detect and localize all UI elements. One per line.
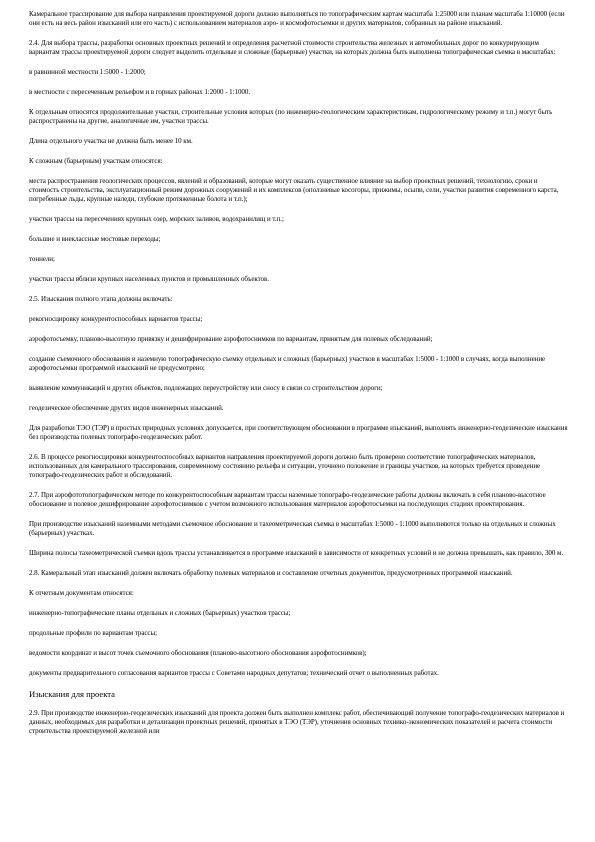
paragraph: Ширина полосы тахеометрической съемки вдоль трассы устанавливается в программе изысканий в зависимости от конкретных условий и не должна превышать, как правило, 300 м. [29,549,564,557]
paragraph: рекогносцировку конкурентоспособных вариантов трассы; [29,315,203,323]
paragraph: 2.6. В процессе рекогносцировки конкурентоспособных вариантов направления проектируемой дороги должно быть проверено соответствие топографических материалов, использованных для камерального трассирования, современному состоянию рельефа и ситуации, уточнено положение и границы участков, на которых требуется проведение топографо-геодезических работ и обследований. [29,453,541,479]
section-heading: Изыскания для проекта [29,689,115,699]
paragraph: 2.9. При производстве инженерно-геодезических изысканий для проекта должен быть выполнен комплекс работ, обеспечивающий получение топографо-геодезических материалов и данных, необходимых для разработки и детализации проектных решений, принятых в ТЭО (ТЭР), уточнения основных технико-экономических показателей и расчета стоимости строительства проектируемой железной или [29,709,565,735]
paragraph: Для разработки ТЭО (ТЭР) в простых природных условиях допускается, при соответствующем обосновании в программе изысканий, выполнять инженерно-геодезические изыскания без производства полевых топографо-геодезических работ. [29,424,568,441]
paragraph: 2.8. Камеральный этап изысканий должен включать обработку полевых материалов и составление отчетных документов, предусмотренных программой изысканий. [29,569,513,577]
paragraph: инженерно-топографические планы отдельных и сложных (барьерных) участков трассы; [29,609,291,617]
paragraph: К сложным (барьерным) участкам относятся: [29,157,163,165]
paragraph: в равнинной местности 1:5000 - 1:2000; [29,68,146,76]
paragraph: К отчетным документам относятся: [29,589,134,597]
paragraph: создание съемочного обоснования и наземную топографическую съемку отдельных и сложных (барьерных) участков в масштабах 1:5000 - 1:1000 в случаях, когда выполнение аэрофотосъемки программой изысканий не предусмотрено; [29,355,546,372]
paragraph: участки трассы на пересечениях крупных озер, морских заливов, водохранилищ и т.п.; [29,215,284,223]
paragraph: 2.4. Для выбора трассы, разработки основных проектных решений и определения расчетной стоимости строительства железных и автомобильных дорог по конкурирующим вариантам трассы проектируемой дороги следует выделить отдельные и сложные (барьерные) участки, на которых должна быть выполнена топографическая съемка в масштабах: [29,39,556,56]
paragraph: Камеральное трассирование для выбора направления проектируемой дороги должно выполняться по топографическим картам масштаба 1:25000 или планам масштаба 1:10000 (если они есть на весь район изысканий или его часть) с использованием материалов аэро- и космофотосъемки и других материалов, собранных на районе изысканий. [29,10,565,27]
paragraph: геодезическое обеспечение других видов инженерных изысканий. [29,404,224,412]
paragraph: выявление коммуникаций и других объектов, подлежащих переустройству или сносу в связи со строительством дороги; [29,384,383,392]
paragraph: К отдельным относятся продолжительные участки, строительные условия которых (по инженерно-геологическим характеристикам, гидрологическому режиму и т.п.) могут быть распространены на другие, аналогичные им, участки трассы. [29,108,553,125]
paragraph: ведомости координат и высот точек съемочного обоснования (планово-высотного обоснования аэрофотоснимков); [29,649,367,657]
paragraph: места распространения геологических процессов, явлений и образований, которые могут оказать существенное влияние на выбор проектных решений, технологию, сроки и стоимость строительства, эксплуатационный режим дорожных сооружений и их комплексов (оползневые косогоры, прижимы, осыпи, сели, участки развития современного карста, погребенные льды, крупные наледи, глубокие протяженные болота и т.п.); [29,177,559,203]
paragraph: тоннели; [29,255,55,263]
paragraph: 2.7. При аэрофототопографическом методе по конкурентоспособным вариантам трассы наземные топографо-геодезические работы должны включать в себя планово-высотное обоснование и полевое дешифрирование аэрофотоснимков с учетом возможного использования материалов аэрофотосъемки на последующих стадиях проектирования. [29,491,546,508]
paragraph: большие и внеклассные мостовые переходы; [29,235,161,243]
paragraph: участки трассы вблизи крупных населенных пунктов и промышленных объектов. [29,275,269,283]
paragraph: документы предварительного согласования вариантов трассы с Советами народных депутатов; технический отчет о выполненных работах. [29,669,439,677]
document-body [29,10,569,736]
paragraph: Длина отдельного участка не должна быть менее 10 км. [29,137,193,145]
paragraph: продольные профили по вариантам трассы; [29,629,158,637]
paragraph: 2.5. Изыскания полного этапа должны включать: [29,295,173,303]
paragraph: в местности с пересеченным рельефом и в горных районах 1:2000 - 1:1000. [29,88,251,96]
paragraph: При производстве изысканий наземными методами съемочное обоснование и тахеометрическая съемка в масштабах 1:5000 - 1:1000 выполняются только на отдельных и сложных (барьерных) участках. [29,520,556,537]
paragraph: аэрофотосъемку, планово-высотную привязку и дешифрирование аэрофотоснимков по вариантам, принятым для полевых обследований; [29,335,433,343]
